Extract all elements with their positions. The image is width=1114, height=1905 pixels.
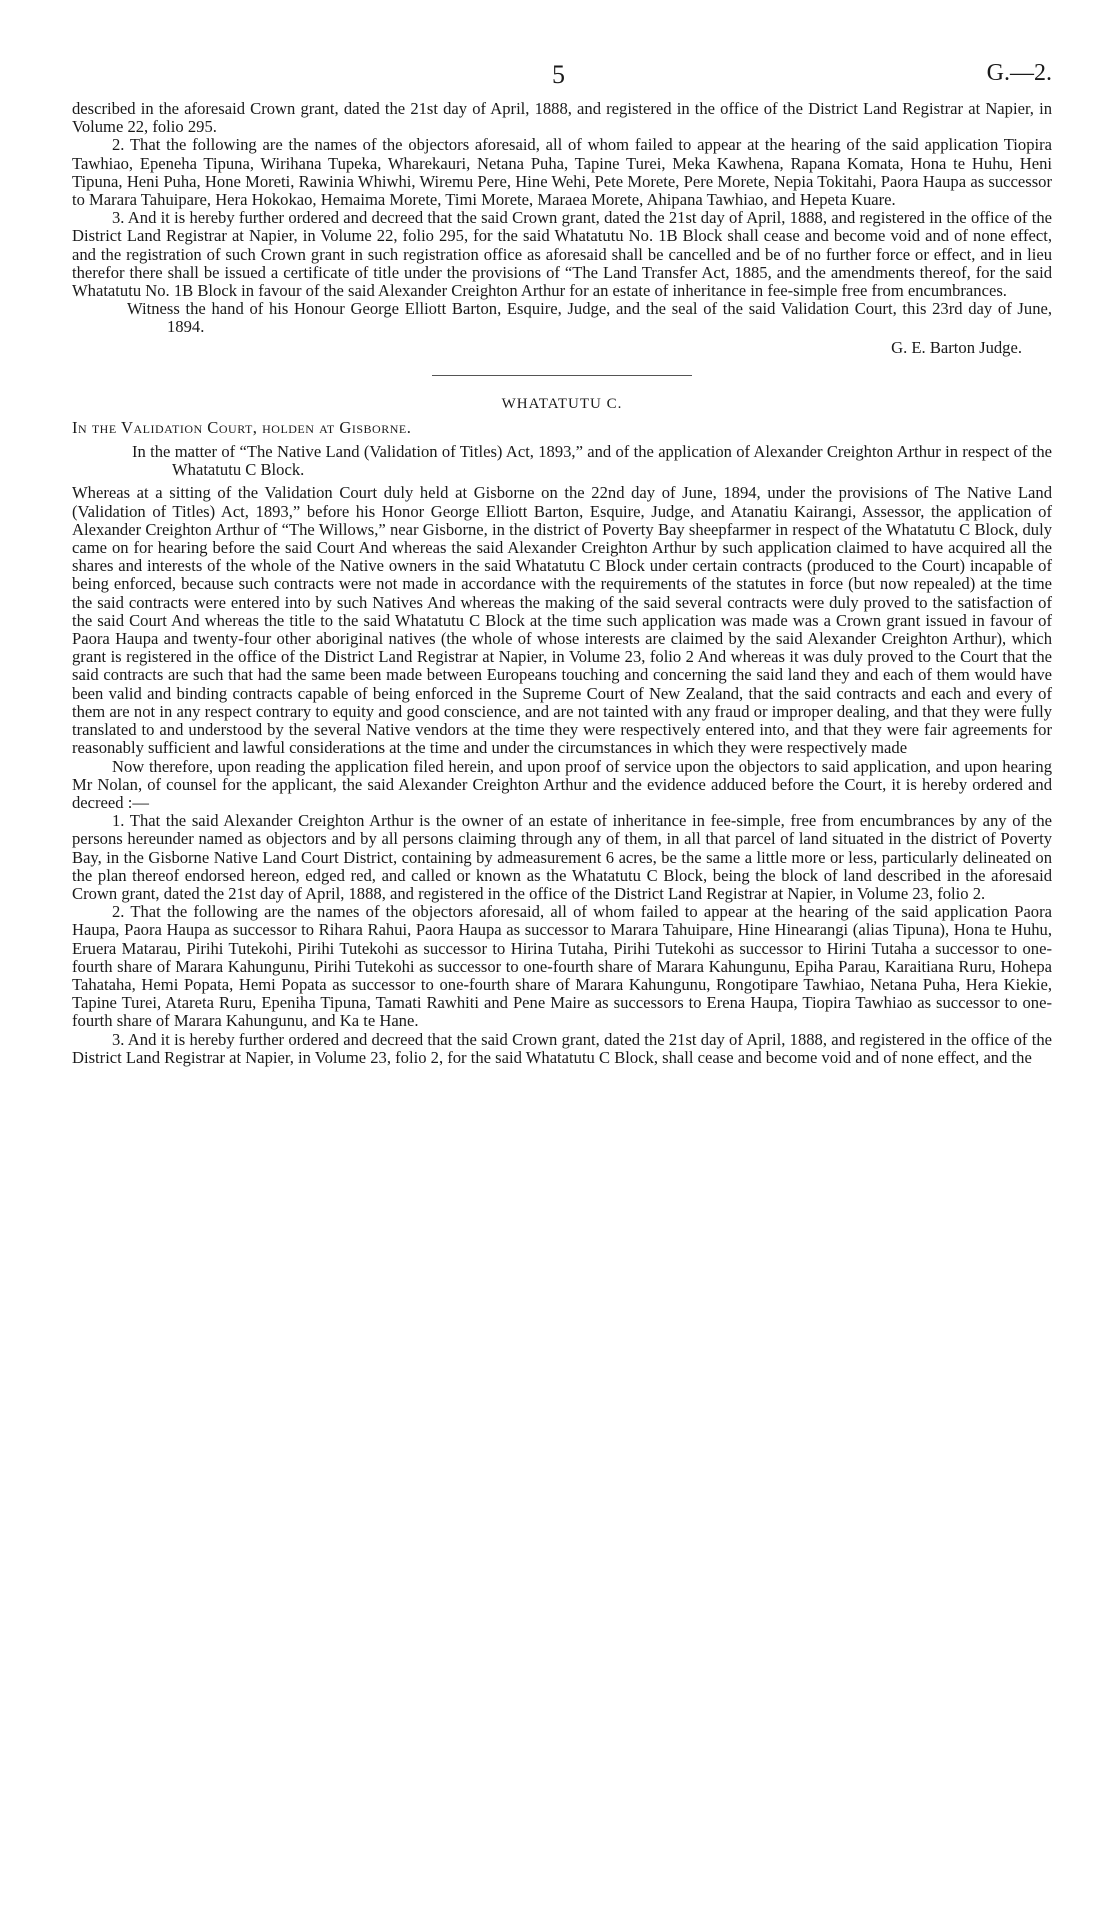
page-number: 5 xyxy=(552,60,565,89)
paragraph-objectors: 2. That the following are the names of the objectors aforesaid, all of whom failed to appear at the hearing of the said application Tiopira Tawhiao, Epeneha Tipuna, Wirihana Tupeka, Wharekauri, Netana Puha, Tapine Turei, Meka Kawhena, Rapana Komata, Hona te Huhu, Heni Tipuna, Heni Puha, Hone Moreti, Rawinia Whiwhi, Wiremu Pere, Hine Wehi, Pete Morete, Pere Morete, Nepia Tokitahi, Paora Haupa as successor to Marara Tahuipare, Hera Hokokao, Hemaima Morete, Timi Morete, Maraea Morete, Ahipana Tawhiao, and Hepeta Kuare. xyxy=(72,135,1052,210)
paragraph-objectors-c: 2. That the following are the names of the objectors aforesaid, all of whom failed to appear at the hearing of the said application Paora Haupa, Paora Haupa as successor to Rihara Rahui, Paora Haupa as successor to Marara Tahuipare, Hine Hinearangi (alias Tipuna), Hona te Huhu, Eruera Matarau, Pirihi Tutekohi, Pirihi Tutekohi as successor to Hirina Tutaha, Pirihi Tutekohi as successor to Hirini Tutaha a successor to one-fourth share of Marara Kahungunu, Pirihi Tutekohi as successor to one-fourth share of Marara Kahungunu, Epiha Parau, Karaitiana Ruru, Hohepa Tahataha, Hemi Popata, Hemi Popata as successor to one-fourth share of Marara Kahungunu, Rongotipare Tawhiao, Netana Puha, Hera Kiekie, Tapine Turei, Atareta Ruru, Epeniha Tipuna, Tamati Rawhiti and Pene Maire as successors to Erena Haupa, Tiopira Tawhiao as successor to one-fourth share of Marara Kahungunu, and Ka te Hane. xyxy=(72,902,1052,1031)
witness-clause: Witness the hand of his Honour George Elliott Barton, Esquire, Judge, and the seal of the said Validation Court, this 23rd day of June, 1894. xyxy=(127,299,1052,337)
section-divider xyxy=(432,375,692,376)
page-header xyxy=(72,60,1052,100)
matter-heading: In the matter of “The Native Land (Validation of Titles) Act, 1893,” and of the application of Alexander Creighton Arthur in respect of the Whatatutu C Block. xyxy=(132,442,1052,480)
paragraph-order-void: 3. And it is hereby further ordered and decreed that the said Crown grant, dated the 21st day of April, 1888, and registered in the office of the District Land Registrar at Napier, in Volume 22, folio 295, for the said Whatatutu No. 1B Block shall cease and become void and of none effect, and the registration of such Crown grant in such registration office as aforesaid shall be cancelled and be of no further force or effect, and in lieu therefor there shall be issued a certificate of title under the provisions of “The Land Transfer Act, 1885, and the amendments thereof, for the said Whatatutu No. 1B Block in favour of the said Alexander Creighton Arthur for an estate of inheritance in fee-simple free from encumbrances. xyxy=(72,208,1052,301)
section-title: WHATATUTU C. xyxy=(501,395,623,412)
judge-signature: G. E. Barton Judge. xyxy=(891,337,1022,357)
paragraph-order-void-c: 3. And it is hereby further ordered and decreed that the said Crown grant, dated the 21st day of April, 1888, and registered in the office of the District Land Registrar at Napier, in Volume 23, folio 2, for the said Whatatutu C Block, shall cease and become void and of none effect, and the xyxy=(72,1029,1052,1067)
document-reference: G.—2. xyxy=(986,60,1052,86)
paragraph-ownership: 1. That the said Alexander Creighton Arthur is the owner of an estate of inheritance in fee-simple, free from encumbrances by any of the persons hereunder named as objectors and by all persons claiming through any of them, in all that parcel of land situated in the district of Poverty Bay, in the Gisborne Native Land Court District, containing by admeasurement 6 acres, be the same a little more or less, particularly delineated on the plan thereof endorsed hereon, edged red, and called or known as the Whatatutu C Block, being the block of land described in the aforesaid Crown grant, dated the 21st day of April, 1888, and registered in the office of the District Land Registrar at Napier, in Volume 23, folio 2. xyxy=(72,811,1052,903)
paragraph-continuation: described in the aforesaid Crown grant, dated the 21st day of April, 1888, and registered in the office of the District Land Registrar at Napier, in Volume 22, folio 295. xyxy=(72,99,1052,137)
now-therefore-clause: Now therefore, upon reading the application filed herein, and upon proof of service upon the objectors to said application, and upon hearing Mr Nolan, of counsel for the applicant, the said Alexander Creighton Arthur and the evidence adduced before the Court, it is hereby ordered and decreed :— xyxy=(72,756,1052,812)
whereas-recital: Whereas at a sitting of the Validation Court duly held at Gisborne on the 22nd day of June, 1894, under the provisions of The Native Land (Validation of Titles) Act, 1893,” before his Honor George Elliott Barton, Esquire, Judge, and Atanatiu Kairangi, Assessor, the application of Alexander Creighton Arthur of “The Willows,” near Gisborne, in the district of Poverty Bay sheepfarmer in respect of the Whatatutu C Block, duly came on for hearing before the said Court And whereas the said Alexander Creighton Arthur by such application claimed to have acquired all the shares and interests of the whole of the Native owners in the said Whatatutu C Block under certain contracts (produced to the Court) incapable of being enforced, because such contracts were not made in accordance with the requirements of the statutes in force (but now repealed) at the time the said contracts were entered into by such Natives And whereas the making of the said several contracts were duly proved to the satisfaction of the said Court And whereas the title to the said Whatatutu C Block at the time such application was made was a Crown grant issued in favour of Paora Haupa and twenty-four other aboriginal natives (the whole of whose interests are claimed by the said Alexander Creighton Arthur), which grant is registered in the office of the District Land Registrar at Napier, in Volume 23, folio 2 And whereas it was duly proved to the Court that the said contracts are such that had the same been made between Europeans touching and concerning the said land they and each of them would have been valid and binding contracts capable of being enforced in the Supreme Court of New Zealand, that the said contracts and each and every of them are not in any respect contrary to equity and good conscience, and are not tainted with any fraud or improper dealing, and that they were fully translated to and understood by the several Native vendors at the time they were respectively entered into, and that they were fair agreements for reasonably sufficient and lawful considerations at the time and under the circumstances in which they were respectively made xyxy=(72,483,1052,758)
document-page xyxy=(72,60,1052,1067)
court-heading: In the Validation Court, holden at Gisborne. xyxy=(72,417,412,437)
